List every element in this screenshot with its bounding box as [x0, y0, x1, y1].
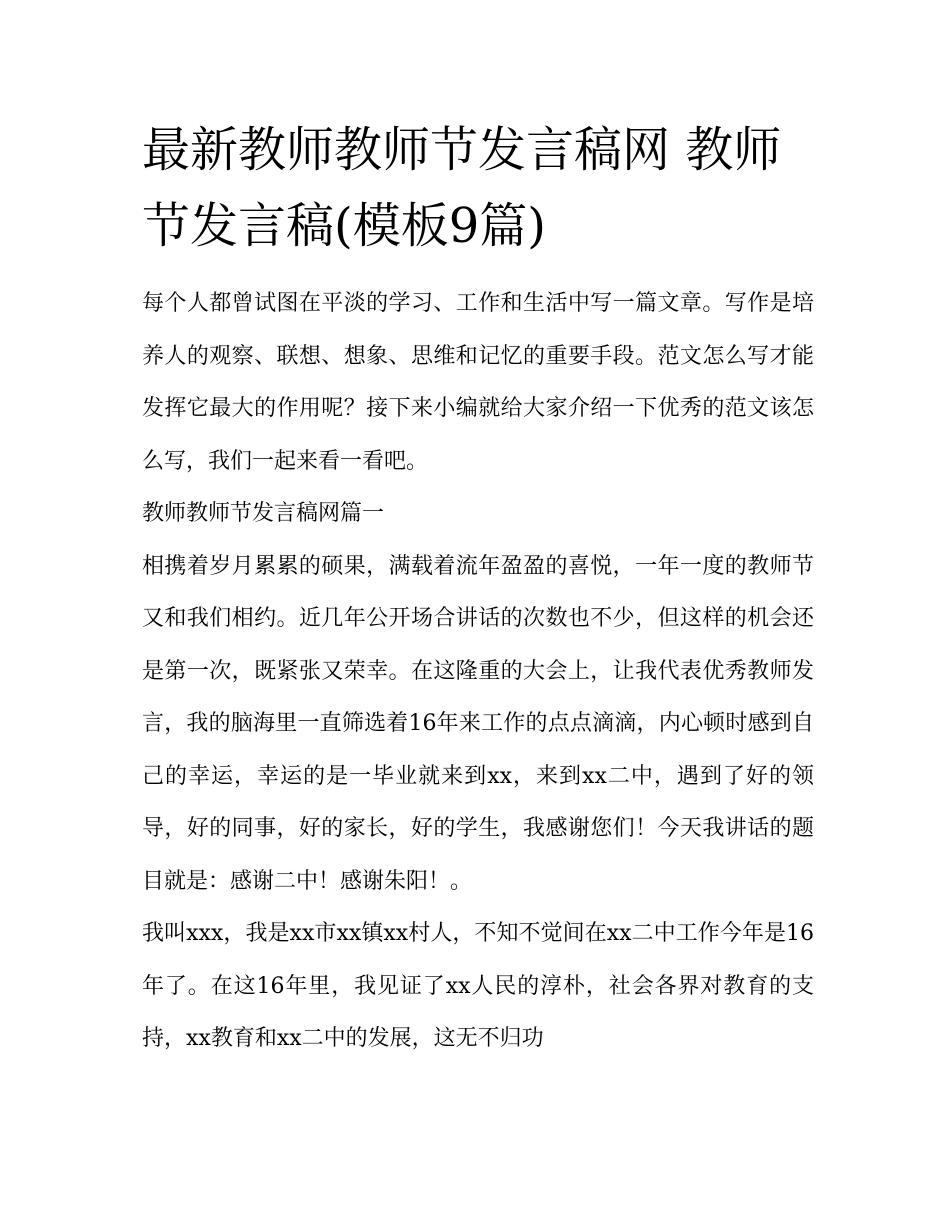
- section-heading: 教师教师节发言稿网篇一: [142, 501, 385, 526]
- body-paragraph-1: 相携着岁月累累的硕果，满载着流年盈盈的喜悦，一年一度的教师节又和我们相约。近几年公开场合讲话的次数也不少，但这样的机会还是第一次，既紧张又荣幸。在这隆重的大会上，让我代表优秀教师发言，我的脑海里一直筛选着16年来工作的点点滴滴，内心顿时感到自己的幸运，幸运的是一毕业就来到xx，来到xx二中，遇到了好的领导，好的同事，好的家长，好的学生，我感谢您们！今天我讲话的题目就是：感谢二中！感谢朱阳！。: [142, 553, 814, 894]
- document-page: [142, 112, 814, 1066]
- body-paragraph-2: 我叫xxx，我是xx市xx镇xx村人，不知不觉间在xx二中工作今年是16年了。在这16年里，我见证了xx人民的淳朴，社会各界对教育的支持，xx教育和xx二中的发展，这无不归功: [142, 921, 814, 1051]
- intro-paragraph: 每个人都曾试图在平淡的学习、工作和生活中写一篇文章。写作是培养人的观察、联想、想象、思维和记忆的重要手段。范文怎么写才能发挥它最大的作用呢？接下来小编就给大家介绍一下优秀的范文该怎么写，我们一起来看一看吧。: [142, 291, 814, 474]
- document-title: 最新教师教师节发言稿网 教师节发言稿(模板9篇): [142, 122, 782, 254]
